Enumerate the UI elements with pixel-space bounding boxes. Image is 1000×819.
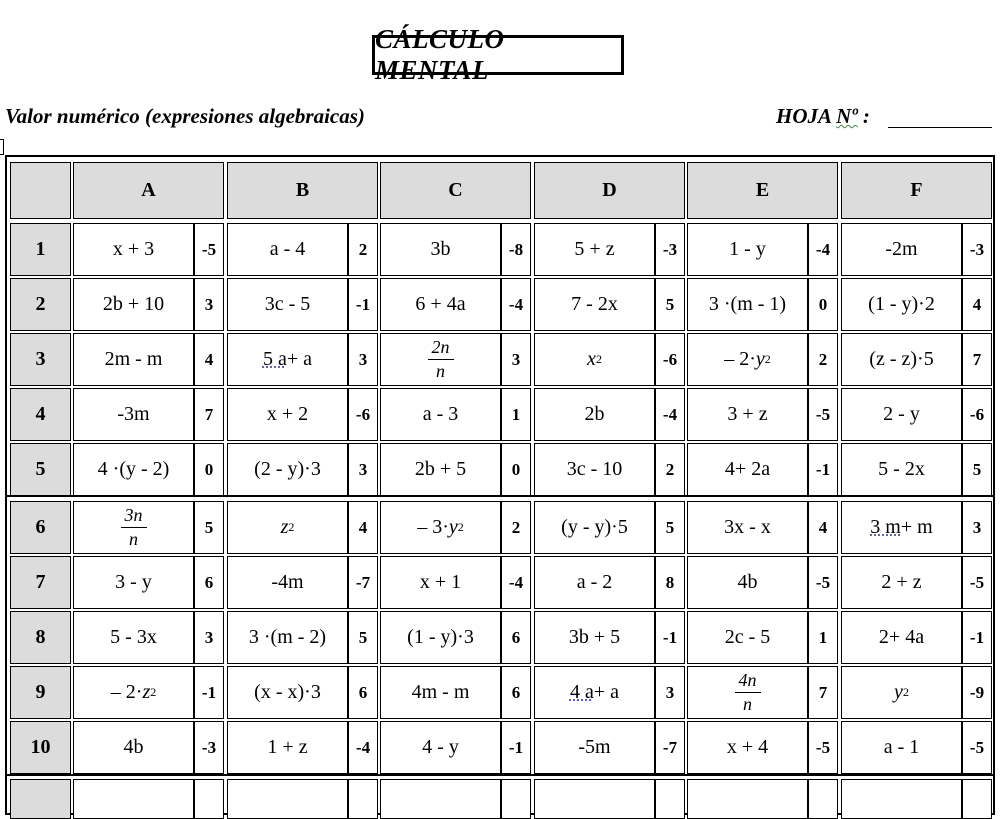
value-cell: -4 — [655, 388, 685, 441]
value-cell: 5 — [962, 443, 992, 496]
value-cell: 3 — [348, 333, 378, 386]
expression-cell: 5 - 2x — [841, 443, 962, 496]
expression-cell: -2m — [841, 223, 962, 276]
value-cell — [348, 779, 378, 819]
sheet-number-blank — [888, 127, 992, 128]
expression-cell: -5m — [534, 721, 655, 774]
expression-cell — [227, 779, 348, 819]
column-header-d: D — [534, 162, 685, 219]
expression-cell: a - 2 — [534, 556, 655, 609]
expression-cell: 3 m + m — [841, 501, 962, 554]
expression-cell: $\frac{4n}{n}$ — [687, 666, 808, 719]
expression-cell: 3b — [380, 223, 501, 276]
expression-cell: 2+ 4a — [841, 611, 962, 664]
value-cell: -4 — [501, 278, 531, 331]
value-cell: 6 — [348, 666, 378, 719]
value-cell: -6 — [962, 388, 992, 441]
expression-cell: 3 ·(m - 2) — [227, 611, 348, 664]
value-cell: 5 — [348, 611, 378, 664]
expression-cell: 2 + z — [841, 556, 962, 609]
value-cell: -4 — [501, 556, 531, 609]
row-number: 9 — [10, 666, 71, 719]
row-number: 7 — [10, 556, 71, 609]
corner-mark — [0, 139, 4, 155]
expression-cell: y 2 — [841, 666, 962, 719]
expression-cell: z 2 — [227, 501, 348, 554]
value-cell — [501, 779, 531, 819]
value-cell: 0 — [501, 443, 531, 496]
value-cell: -9 — [962, 666, 992, 719]
expression-cell: (1 - y)·3 — [380, 611, 501, 664]
value-cell: -8 — [501, 223, 531, 276]
expression-cell: – 3· y 2 — [380, 501, 501, 554]
value-cell: -5 — [962, 556, 992, 609]
value-cell: -1 — [655, 611, 685, 664]
expression-cell: (x - x)·3 — [227, 666, 348, 719]
value-cell — [962, 779, 992, 819]
value-cell: 3 — [501, 333, 531, 386]
value-cell: -1 — [501, 721, 531, 774]
expression-cell: -4m — [227, 556, 348, 609]
expression-cell — [687, 779, 808, 819]
value-cell: 4 — [808, 501, 838, 554]
page-title: CÁLCULO MENTAL — [372, 35, 624, 75]
value-cell: 7 — [194, 388, 224, 441]
value-cell: -5 — [808, 388, 838, 441]
expression-cell: 4 - y — [380, 721, 501, 774]
table-corner-cell — [10, 162, 71, 219]
expression-cell: 1 + z — [227, 721, 348, 774]
column-header-f: F — [841, 162, 992, 219]
value-cell: 4 — [962, 278, 992, 331]
expression-cell: 3 ·(m - 1) — [687, 278, 808, 331]
expression-cell: 3 + z — [687, 388, 808, 441]
expression-cell: x 2 — [534, 333, 655, 386]
expression-cell: $\frac{2n}{n}$ — [380, 333, 501, 386]
value-cell: 2 — [348, 223, 378, 276]
expression-cell: 2b + 10 — [73, 278, 194, 331]
row-number: 4 — [10, 388, 71, 441]
value-cell: -5 — [808, 721, 838, 774]
value-cell: 7 — [808, 666, 838, 719]
section-divider — [5, 495, 995, 497]
row-number: 10 — [10, 721, 71, 774]
value-cell: 8 — [655, 556, 685, 609]
value-cell: 7 — [962, 333, 992, 386]
value-cell: -4 — [808, 223, 838, 276]
expression-cell: – 2· y 2 — [687, 333, 808, 386]
expression-cell: 4 a + a — [534, 666, 655, 719]
expression-cell: 1 - y — [687, 223, 808, 276]
expression-cell — [73, 779, 194, 819]
value-cell: -6 — [655, 333, 685, 386]
value-cell: 3 — [655, 666, 685, 719]
column-header-e: E — [687, 162, 838, 219]
value-cell — [194, 779, 224, 819]
expression-cell: 3c - 5 — [227, 278, 348, 331]
row-number: 6 — [10, 501, 71, 554]
row-number: 2 — [10, 278, 71, 331]
expression-cell: 3b + 5 — [534, 611, 655, 664]
expression-cell: 3x - x — [687, 501, 808, 554]
expression-cell: (1 - y)·2 — [841, 278, 962, 331]
expression-cell: -3m — [73, 388, 194, 441]
sheet-number-label: HOJA Nº : — [776, 104, 870, 128]
value-cell: 5 — [655, 501, 685, 554]
row-number: 1 — [10, 223, 71, 276]
expression-cell: x + 1 — [380, 556, 501, 609]
exercise-table — [5, 155, 995, 815]
row-number: 3 — [10, 333, 71, 386]
expression-cell: 5 - 3x — [73, 611, 194, 664]
value-cell: 2 — [808, 333, 838, 386]
expression-cell: $\frac{3n}{n}$ — [73, 501, 194, 554]
value-cell: 3 — [194, 278, 224, 331]
expression-cell: (z - z)·5 — [841, 333, 962, 386]
row-number: 5 — [10, 443, 71, 496]
expression-cell: 4b — [687, 556, 808, 609]
expression-cell — [841, 779, 962, 819]
value-cell: 5 — [655, 278, 685, 331]
expression-cell: a - 4 — [227, 223, 348, 276]
expression-cell — [534, 779, 655, 819]
value-cell: -5 — [962, 721, 992, 774]
value-cell: -6 — [348, 388, 378, 441]
expression-cell: 4m - m — [380, 666, 501, 719]
value-cell: 6 — [501, 611, 531, 664]
row-number: 8 — [10, 611, 71, 664]
value-cell: -3 — [962, 223, 992, 276]
value-cell: 4 — [194, 333, 224, 386]
expression-cell: 3 - y — [73, 556, 194, 609]
expression-cell: 4 ·(y - 2) — [73, 443, 194, 496]
subtitle: Valor numérico (expresiones algebraicas) — [5, 104, 365, 128]
value-cell: -4 — [348, 721, 378, 774]
value-cell: -3 — [194, 721, 224, 774]
expression-cell: 3c - 10 — [534, 443, 655, 496]
expression-cell: (y - y)·5 — [534, 501, 655, 554]
expression-cell: 5 + z — [534, 223, 655, 276]
expression-cell: a - 1 — [841, 721, 962, 774]
expression-cell: 2b — [534, 388, 655, 441]
expression-cell: 2 - y — [841, 388, 962, 441]
value-cell: 0 — [194, 443, 224, 496]
value-cell — [808, 779, 838, 819]
value-cell: -1 — [194, 666, 224, 719]
value-cell: 3 — [348, 443, 378, 496]
column-header-c: C — [380, 162, 531, 219]
expression-cell: 2c - 5 — [687, 611, 808, 664]
value-cell: -5 — [808, 556, 838, 609]
value-cell: 4 — [348, 501, 378, 554]
expression-cell: (2 - y)·3 — [227, 443, 348, 496]
value-cell — [655, 779, 685, 819]
expression-cell: a - 3 — [380, 388, 501, 441]
value-cell: 0 — [808, 278, 838, 331]
value-cell: 2 — [501, 501, 531, 554]
value-cell: 3 — [194, 611, 224, 664]
column-header-a: A — [73, 162, 224, 219]
expression-cell — [380, 779, 501, 819]
expression-cell: 5 a + a — [227, 333, 348, 386]
value-cell: 2 — [655, 443, 685, 496]
expression-cell: x + 4 — [687, 721, 808, 774]
value-cell: -5 — [194, 223, 224, 276]
value-cell: 5 — [194, 501, 224, 554]
expression-cell: 7 - 2x — [534, 278, 655, 331]
value-cell: 1 — [501, 388, 531, 441]
expression-cell: 4b — [73, 721, 194, 774]
value-cell: 6 — [501, 666, 531, 719]
value-cell: -1 — [962, 611, 992, 664]
value-cell: 6 — [194, 556, 224, 609]
expression-cell: x + 3 — [73, 223, 194, 276]
expression-cell: x + 2 — [227, 388, 348, 441]
value-cell: -3 — [655, 223, 685, 276]
row-number — [10, 779, 71, 819]
column-header-b: B — [227, 162, 378, 219]
section-divider — [5, 774, 995, 776]
expression-cell: 2m - m — [73, 333, 194, 386]
expression-cell: 4+ 2a — [687, 443, 808, 496]
expression-cell: 2b + 5 — [380, 443, 501, 496]
expression-cell: 6 + 4a — [380, 278, 501, 331]
value-cell: 3 — [962, 501, 992, 554]
expression-cell: – 2· z 2 — [73, 666, 194, 719]
value-cell: -1 — [348, 278, 378, 331]
value-cell: -1 — [808, 443, 838, 496]
value-cell: 1 — [808, 611, 838, 664]
value-cell: -7 — [655, 721, 685, 774]
value-cell: -7 — [348, 556, 378, 609]
